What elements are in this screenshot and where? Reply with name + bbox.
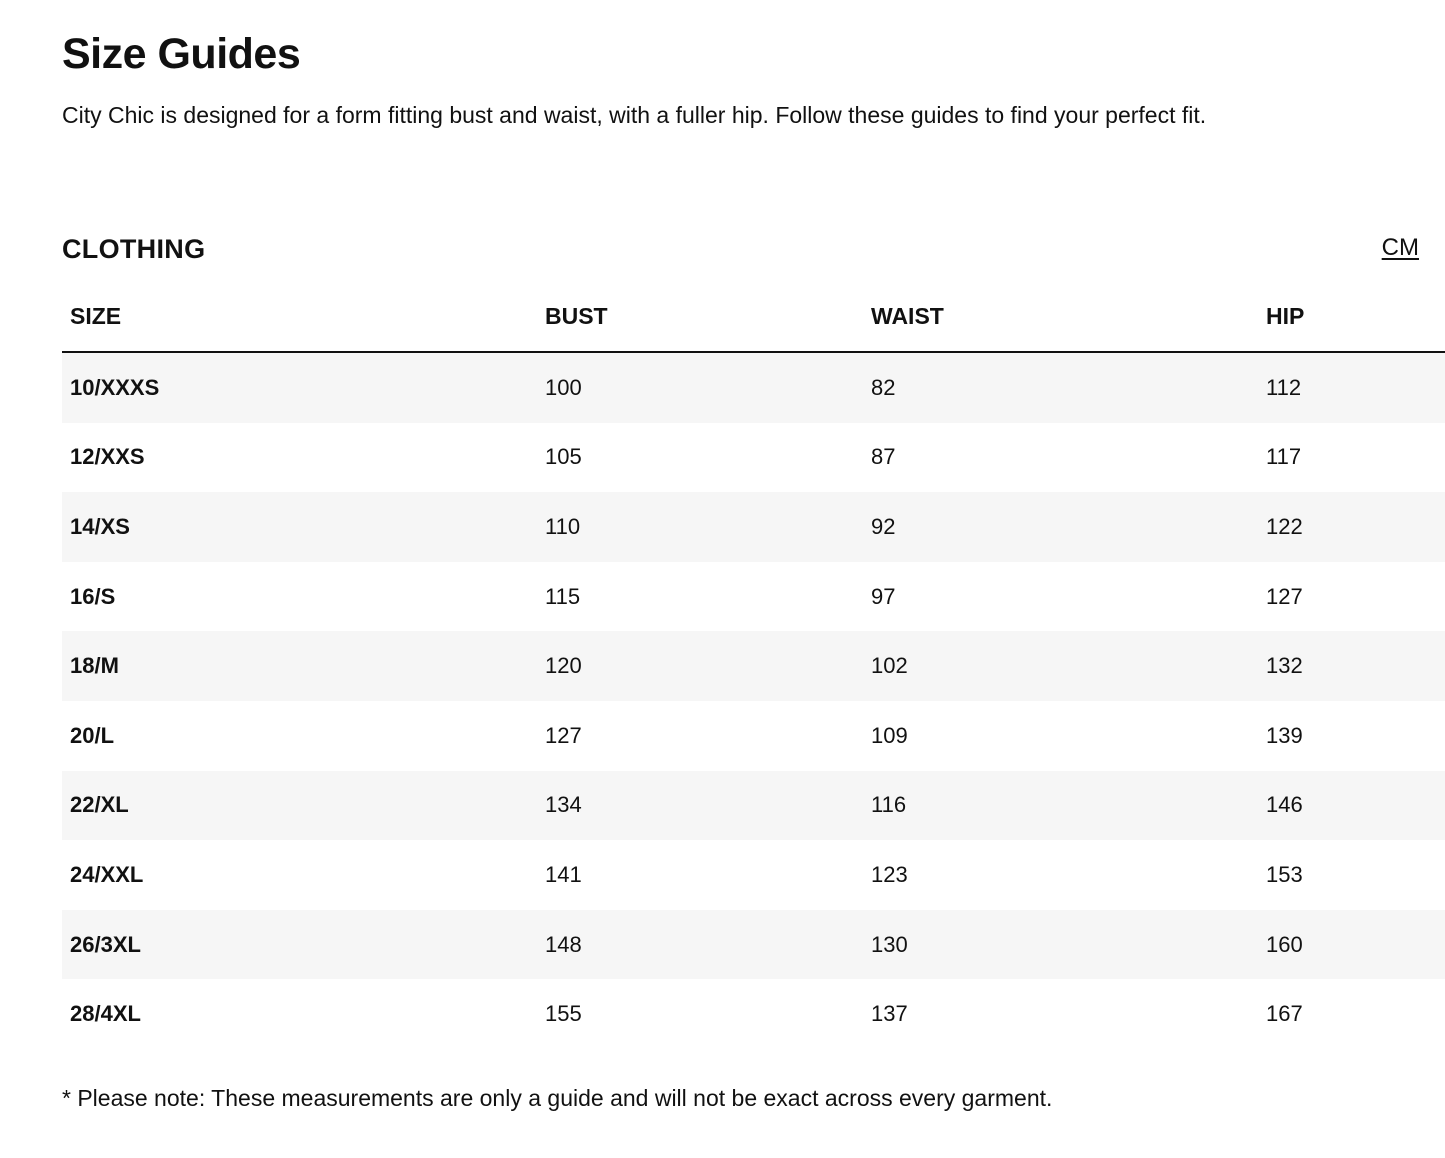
bust-cell: 100 [537, 352, 863, 423]
table-row [62, 423, 1445, 493]
size-cell: 24/XXL [62, 840, 537, 910]
hip-cell: 122 [1258, 492, 1445, 562]
column-header-size: SIZE [62, 282, 537, 352]
hip-cell: 112 [1258, 352, 1445, 423]
table-row [62, 492, 1445, 562]
size-cell: 26/3XL [62, 910, 537, 980]
bust-cell: 115 [537, 562, 863, 632]
table-row [62, 352, 1445, 423]
table-row [62, 910, 1445, 980]
size-cell: 14/XS [62, 492, 537, 562]
disclaimer-note: * Please note: These measurements are only a guide and will not be exact across every garment. [62, 1085, 1053, 1111]
unit-toggle-link[interactable]: CM [1381, 234, 1419, 261]
hip-cell: 127 [1258, 562, 1445, 632]
table-row [62, 979, 1445, 1049]
column-header-hip: HIP [1258, 282, 1445, 352]
waist-cell: 97 [863, 562, 1258, 632]
waist-cell: 116 [863, 771, 1258, 841]
bust-cell: 134 [537, 771, 863, 841]
hip-cell: 167 [1258, 979, 1445, 1049]
size-table-body [62, 352, 1445, 1049]
bust-cell: 127 [537, 701, 863, 771]
hip-cell: 117 [1258, 423, 1445, 493]
size-cell: 10/XXXS [62, 352, 537, 423]
bust-cell: 110 [537, 492, 863, 562]
size-cell: 18/M [62, 631, 537, 701]
waist-cell: 92 [863, 492, 1258, 562]
size-table [62, 282, 1445, 1049]
hip-cell: 160 [1258, 910, 1445, 980]
waist-cell: 137 [863, 979, 1258, 1049]
hip-cell: 139 [1258, 701, 1445, 771]
size-cell: 20/L [62, 701, 537, 771]
bust-cell: 148 [537, 910, 863, 980]
bust-cell: 105 [537, 423, 863, 493]
page-title: Size Guides [62, 30, 301, 78]
waist-cell: 102 [863, 631, 1258, 701]
hip-cell: 132 [1258, 631, 1445, 701]
column-header-waist: WAIST [863, 282, 1258, 352]
hip-cell: 146 [1258, 771, 1445, 841]
size-cell: 28/4XL [62, 979, 537, 1049]
bust-cell: 155 [537, 979, 863, 1049]
hip-cell: 153 [1258, 840, 1445, 910]
waist-cell: 82 [863, 352, 1258, 423]
waist-cell: 109 [863, 701, 1258, 771]
size-cell: 12/XXS [62, 423, 537, 493]
column-header-bust: BUST [537, 282, 863, 352]
waist-cell: 130 [863, 910, 1258, 980]
bust-cell: 141 [537, 840, 863, 910]
size-cell: 22/XL [62, 771, 537, 841]
header-row [62, 282, 1445, 352]
clothing-section-title: CLOTHING [62, 234, 206, 264]
bust-cell: 120 [537, 631, 863, 701]
waist-cell: 123 [863, 840, 1258, 910]
intro-text: City Chic is designed for a form fitting bust and waist, with a fuller hip. Follow these guides to find your perfect fit. [62, 102, 1207, 128]
table-row [62, 631, 1445, 701]
size-cell: 16/S [62, 562, 537, 632]
waist-cell: 87 [863, 423, 1258, 493]
table-row [62, 701, 1445, 771]
table-row [62, 771, 1445, 841]
size-table-header [62, 282, 1445, 352]
table-row [62, 562, 1445, 632]
table-row [62, 840, 1445, 910]
